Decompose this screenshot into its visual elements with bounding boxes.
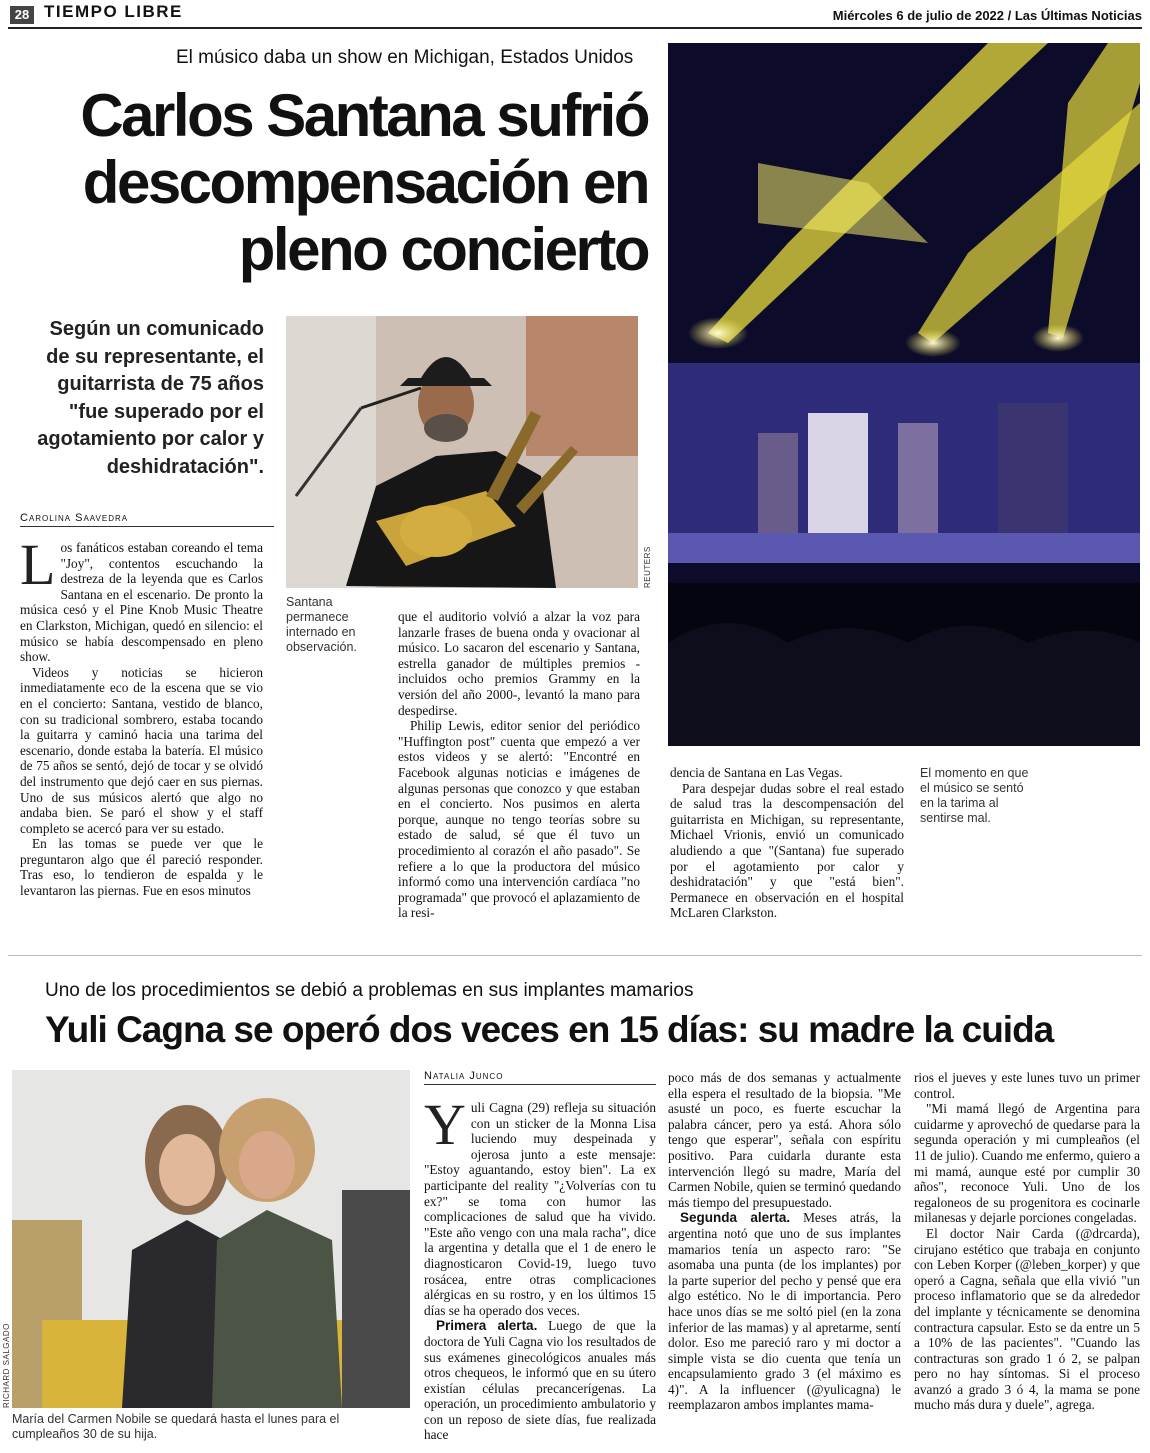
santana-portrait-photo <box>286 316 638 588</box>
story2-paragraph: Meses atrás, la argentina notó que uno de sus implantes mamarios tenía un aspecto raro: "Se asomaba una punta (de los implantes) por la parte superior del pecho y pensé que era algo estético. No le di importancia. Pero hace unos días se me soltó piel (en la zona inferior de las mamas) y al apretarme, sentí dolor. Eso me pareció raro y mi doctor a simple vista se dio cuenta que tenía un encapsulamiento grado 3 (el máximo es 4)". A la influencer (@yulicagna) le reemplazaron ambos implantes mama- <box>668 1210 901 1413</box>
story1-kicker: El músico daba un show en Michigan, Estados Unidos <box>176 47 634 68</box>
story2-paragraph: uli Cagna (29) refleja su situación con un sticker de la Monna Lisa luciendo muy despeinada y ojerosa junto a este mensaje: "Estoy aguantando, estoy bien". La ex participante del reality "¿Volverías con tu ex?" se toma con humor las complicaciones de salud que ha vivido. "Este año vengo con una mala racha", dice la argentina y detalla que el 1 de enero le diagnosticaron Covid-19, luego tuvo rosácea, entre otras complicaciones alérgicas en su rostro, y en los últimos 15 días se ha operado dos veces. <box>424 1100 656 1318</box>
story2-paragraph: "Mi mamá llegó de Argentina para cuidarme y aprovechó de quedarse para la segunda operación y mi cumpleaños (el 11 de julio). Cuando me enfermo, quiero a mi mamá, aunque esté por cumplir 30 años", reconoce Yuli. Uno de los regaloneos de su progenitora es cocinarle milanesas y dejarle porciones congeladas. <box>914 1101 1140 1226</box>
story-divider <box>8 955 1142 956</box>
story2-column-1 <box>424 1092 656 1443</box>
story2-column-2 <box>668 1070 901 1413</box>
photo1-credit: REUTERS <box>643 546 652 588</box>
story2-byline: Natalia Junco <box>424 1070 656 1085</box>
story2-paragraph: Luego de que la doctora de Yuli Cagna vio los resultados de sus exámenes ginecológicos anuales más otros chequeos, le informó que en su útero existían células precancerígenas. La operación, un procedimiento ambulatorio y con un reposo de siete días, fue realizada hace <box>424 1318 656 1443</box>
story1-paragraph: dencia de Santana en Las Vegas. <box>670 765 843 780</box>
story1-column-1 <box>20 532 263 899</box>
subhead-segunda-alerta: Segunda alerta. <box>680 1210 791 1226</box>
dateline: Miércoles 6 de julio de 2022 / Las Últimas Noticias <box>832 8 1142 23</box>
yuli-and-mother-photo <box>12 1070 410 1408</box>
story1-column-2 <box>398 609 640 921</box>
story1-byline: Carolina Saavedra <box>20 512 274 527</box>
concert-photo <box>668 43 1140 746</box>
story1-headline: Carlos Santana sufrió descompensación en pleno concierto <box>80 82 648 283</box>
story2-paragraph: rios el jueves y este lunes tuvo un primer control. <box>914 1070 1140 1101</box>
section-title: TIEMPO LIBRE <box>44 2 183 21</box>
photo2-caption: El momento en que el músico se sentó en la tarima al sentirse mal. <box>920 766 1029 825</box>
story1-deck: Según un comunicado de su representante, el guitarrista de 75 años "fue superado por el agotamiento por calor y deshidratación". <box>37 318 264 478</box>
story2-headline: Yuli Cagna se operó dos veces en 15 días: su madre la cuida <box>45 1009 1054 1050</box>
photo3-caption: María del Carmen Nobile se quedará hasta el lunes para el cumpleaños 30 de su hija. <box>12 1412 340 1441</box>
story2-paragraph: poco más de dos semanas y actualmente ella espera el resultado de la biopsia. "Me asusté un poco, es fuerte escuchar la palabra cáncer, pero ya está. Ahora sólo tengo que esperar", señala con espíritu positivo. Para cuidarla durante esta intervención llegó su madre, María del Carmen Nobile, quien se terminó quedando más tiempo del presupuestado. <box>668 1070 901 1210</box>
story1-paragraph: que el auditorio volvió a alzar la voz para lanzarle frases de buena onda y ovacionar al músico. Lo sacaron del escenario y Santana, estrella ganador de múltiples premios -incluidos ocho premios Grammy en la versión del año 2000-, levantó la mano para despedirse. <box>398 609 640 718</box>
header-rule <box>8 27 1142 29</box>
story1-column-3 <box>670 765 904 921</box>
story1-paragraph: Para despejar dudas sobre el real estado de salud tras la descompensación del guitarrista en Michigan, su representante, Michael Vrionis, envió un comunicado aludiendo a que "(Santana) fue superado por el agotamiento por calor y deshidratación" y que "está bien". Permanece en observación en el hospital McLaren Clarkston. <box>670 780 904 921</box>
subhead-primera-alerta: Primera alerta. <box>436 1318 538 1334</box>
photo3-credit: RICHARD SALGADO <box>2 1323 11 1408</box>
story1-paragraph: Videos y noticias se hicieron inmediatamente eco de la escena que se vio en el concierto: Santana, vestido de blanco, con su tradicional sombrero, estaba tocando la guitarra y caminó hacia una tarima del escenario, donde estaba la batería. El músico de 75 años se sentó, dejó de tocar y se olvidó del instrumento que dejó caer en sus piernas. Uno de sus músicos alertó que algo no andaba bien. Se paró el show y el staff completo se acercó para ver su estado. <box>20 664 263 836</box>
story1-paragraph: En las tomas se puede ver que le preguntaron algo que él pareció responder. Tras eso, lo tendieron de espalda y le levantaron las piernas. Fue en esos minutos <box>20 836 263 899</box>
story1-paragraph: Philip Lewis, editor senior del periódico "Huffington post" cuenta que empezó a ver estos videos y se alertó: "Encontré en Facebook algunas noticias e imágenes de algunas personas que conozco y que estaban en el concierto. Nos pusimos en alerta porque, aunque no tengo teorías sobre su estado de salud, sé que él tuvo un procedimiento al corazón el año pasado". Se refiere a lo que la productora del músico informó como una intervención cardíaca "no programada" que provocó el aplazamiento de la resi- <box>398 718 640 921</box>
story2-kicker: Uno de los procedimientos se debió a problemas en sus implantes mamarios <box>45 980 694 1001</box>
story1-dropcap: L <box>20 532 56 597</box>
story1-paragraph: os fanáticos estaban coreando el tema "Joy", contentos escuchando la destreza de la leyenda que es Carlos Santana en el escenario. De pronto la música cesó y el Pine Knob Music Theatre en Clarkston, Michigan, quedó en silencio: el músico se había descompensado en pleno show. <box>20 540 263 665</box>
page-number: 28 <box>10 6 34 24</box>
story2-dropcap: Y <box>424 1092 466 1157</box>
photo1-caption: Santana permanece internado en observación. <box>286 595 357 654</box>
story2-paragraph: El doctor Nair Carda (@drcarda), cirujano estético que trabaja en conjunto con Leben Korper (@leben_korper) y que operó a Cagna, señala que ella vivió "un proceso inflamatorio que se da alrededor del implante y técnicamente se denomina contractura capsular. Esto se da entre un 5 a 10% de las pacientes". "Cuando las contracturas son grado 1 ó 2, se palpan pero no hay síntomas. Si el proceso avanzó a grado 3 ó 4, la mama se pone mucho más dura y duele", agrega. <box>914 1225 1140 1413</box>
story2-column-3 <box>914 1070 1140 1413</box>
